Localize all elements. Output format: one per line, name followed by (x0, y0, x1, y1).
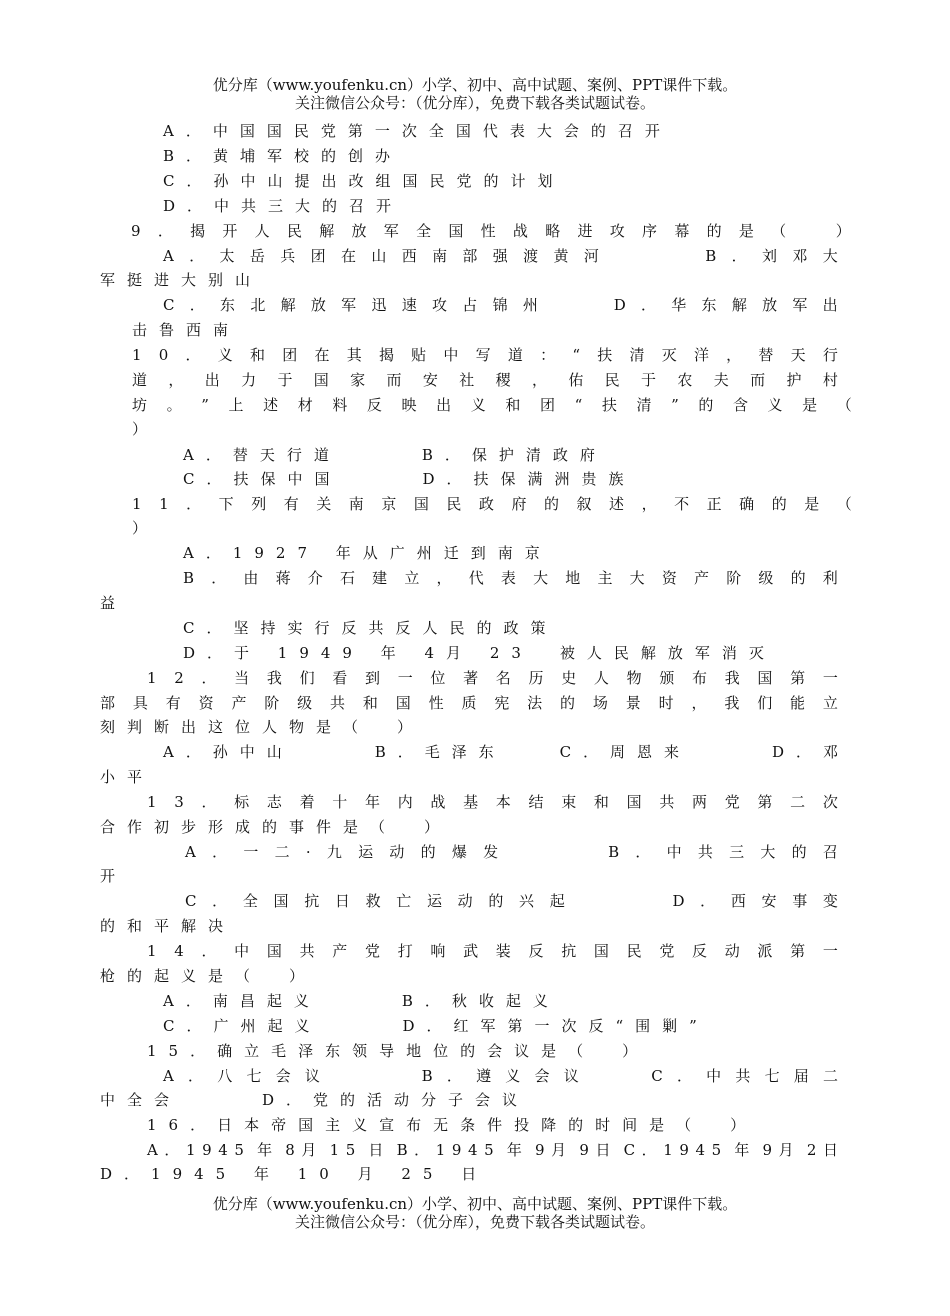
text-line: 开 (100, 867, 128, 885)
text-line: 1 0 ． 义 和 团 在 其 揭 贴 中 写 道 ： “ 扶 清 灭 洋 ， 替 天 行 (132, 346, 838, 364)
text-line: 益 (100, 594, 128, 612)
text-line: A ． 一 二 · 九 运 动 的 爆 发 B ． 中 共 三 大 的 召 (185, 843, 838, 861)
text-line: 15．确立毛泽东领导地位的会议是（ ） (147, 1042, 650, 1060)
text-line: C．坚持实行反共反人民的政策 (183, 619, 558, 637)
text-line: B ． 由 蒋 介 石 建 立 ， 代 表 大 地 主 大 资 产 阶 级 的 利 (183, 569, 838, 587)
text-line: 击鲁西南 (132, 321, 241, 339)
text-line: A ． 八 七 会 议 B ． 遵 义 会 议 C ． 中 共 七 届 二 (163, 1067, 838, 1085)
text-line: 1 4 ． 中 国 共 产 党 打 响 武 装 反 抗 国 民 党 反 动 派 第 一 (147, 942, 838, 960)
text-line: 道 ， 出 力 于 国 家 而 安 社 稷 ， 佑 民 于 农 夫 而 护 村 (132, 371, 838, 389)
text-line: 的和平解决 (100, 917, 236, 935)
text-line: 刻判断出这位人物是（ ） (100, 718, 425, 736)
header-line-2: 关注微信公众号：（优分库），免费下载各类试题试卷。 (294, 94, 655, 112)
text-line: C．孙中山提出改组国民党的计划 (163, 172, 565, 190)
text-line: D．中共三大的召开 (163, 197, 404, 215)
text-line: 部 具 有 资 产 阶 级 共 和 国 性 质 宪 法 的 场 景 时 ， 我 们 能 立 (100, 694, 838, 712)
text-line: 1 2 ． 当 我 们 看 到 一 位 著 名 历 史 人 物 颁 布 我 国 第 一 (147, 669, 838, 687)
text-line: A．中国国民党第一次全国代表大会的召开 (163, 122, 672, 140)
text-line: 中全会 D．党的活动分子会议 (100, 1091, 530, 1109)
text-line: 1 3 ． 标 志 着 十 年 内 战 基 本 结 束 和 国 共 两 党 第 二 次 (147, 793, 838, 811)
text-line: 合作初步形成的事件是（ ） (100, 818, 452, 836)
text-line: 9 ． 揭 开 人 民 解 放 军 全 国 性 战 略 进 攻 序 幕 的 是 （ ） (131, 222, 851, 240)
text-line: A．替天行道 B．保护清政府 (183, 446, 607, 464)
footer-line-2: 关注微信公众号：（优分库），免费下载各类试题试卷。 (294, 1213, 655, 1231)
text-line: A ． 太 岳 兵 团 在 山 西 南 部 强 渡 黄 河 B ． 刘 邓 大 (163, 247, 838, 265)
text-line: A．南昌起义 B．秋收起义 (163, 992, 560, 1010)
text-line: 16．日本帝国主义宣布无条件投降的时间是（ ） (147, 1116, 758, 1134)
text-line: C ． 东 北 解 放 军 迅 速 攻 占 锦 州 D ． 华 东 解 放 军 出 (163, 296, 838, 314)
text-line: C．广州起义 D．红军第一次反“围剿” (163, 1017, 709, 1035)
text-line: ） (132, 519, 160, 537)
header-line-1: 优分库（www.youfenku.cn）小学、初中、高中试题、案例、PPT课件下载。 (212, 76, 738, 94)
text-line: C ． 全 国 抗 日 救 亡 运 动 的 兴 起 D ． 西 安 事 变 (185, 892, 838, 910)
text-line: 坊 。 ” 上 述 材 料 反 映 出 义 和 团 “ 扶 清 ” 的 含 义 是 （ (132, 396, 852, 414)
text-line: D．于 1949 年 4月 23 被人民解放军消灭 (183, 644, 776, 662)
text-line: 小平 (100, 768, 155, 786)
text-line: 枪的起义是（ ） (100, 967, 317, 985)
text-line: A．1927 年从广州迁到南京 (183, 544, 552, 562)
text-line: D．1945 年 10 月 25 日 (100, 1165, 489, 1183)
text-line: A ． 1 9 4 5 年 8 月 1 5 日 B ． 1 9 4 5 年 9 月 9 日 C ． 1 9 4 5 年 9 月 2 日 (147, 1141, 838, 1159)
footer-line-1: 优分库（www.youfenku.cn）小学、初中、高中试题、案例、PPT课件下载。 (212, 1195, 738, 1213)
text-line: A ． 孙 中 山 B ． 毛 泽 东 C ． 周 恩 来 D ． 邓 (163, 743, 838, 761)
text-line: 1 1 ． 下 列 有 关 南 京 国 民 政 府 的 叙 述 ， 不 正 确 的 是 （ (132, 495, 852, 513)
text-line: 军挺进大别山 (100, 271, 263, 289)
text-line: C．扶保中国 D．扶保满洲贵族 (183, 470, 636, 488)
text-line: B．黄埔军校的创办 (163, 147, 403, 165)
text-line: ） (132, 420, 160, 438)
